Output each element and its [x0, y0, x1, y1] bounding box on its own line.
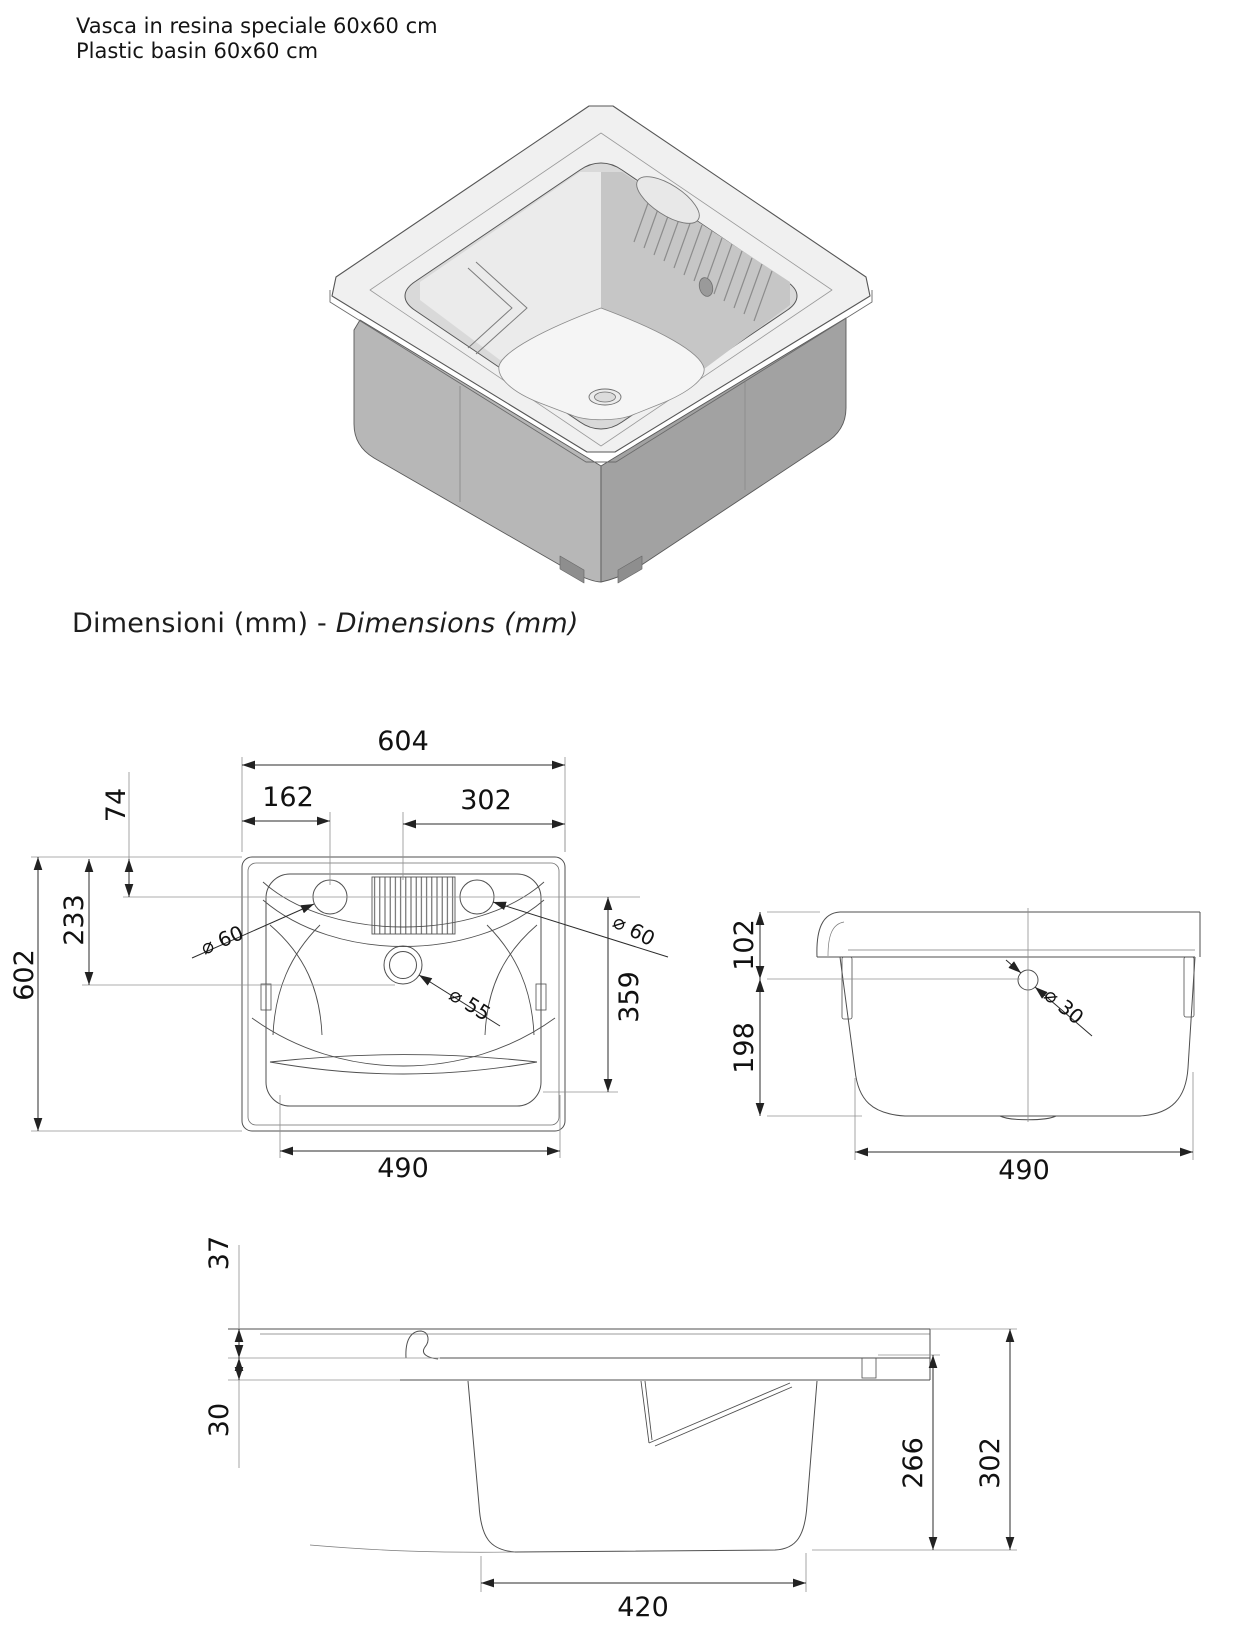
heading-italian: Dimensioni (mm) -: [72, 608, 336, 639]
plan-drain-inner: [390, 952, 417, 979]
front-dimension-lines: [239, 1329, 1010, 1583]
side-dim-102: 102: [729, 919, 760, 971]
title-english: Plastic basin 60x60 cm: [76, 39, 319, 63]
plan-dimension-labels: [9, 726, 659, 1184]
front-dim-30: 30: [204, 1402, 235, 1438]
front-lip-curl: [406, 1331, 438, 1359]
heading-english: Dimensions (mm): [335, 608, 579, 639]
side-tab-right: [1184, 957, 1194, 1017]
side-label-overflow: ⌀ 30: [1039, 982, 1089, 1030]
plan-label-drain: ⌀ 55: [445, 982, 495, 1026]
front-view: [204, 1236, 1017, 1623]
side-dimension-labels: [729, 919, 1089, 1186]
plan-label-hole-left: ⌀ 60: [197, 920, 247, 960]
plan-dim-604: 604: [377, 726, 429, 757]
front-dim-37: 37: [204, 1235, 235, 1271]
front-dim-302: 302: [975, 1437, 1006, 1489]
plan-view: [9, 726, 668, 1184]
front-tub-outline: [468, 1381, 817, 1552]
side-dim-490: 490: [998, 1155, 1050, 1186]
plan-dim-602: 602: [9, 949, 40, 1001]
isometric-view: [330, 106, 872, 583]
side-construction-lines: [767, 908, 1193, 1160]
front-dimension-labels: [204, 1236, 1006, 1623]
plan-dim-359: 359: [614, 971, 645, 1023]
plan-dim-74: 74: [101, 787, 132, 823]
side-dim-198: 198: [729, 1022, 760, 1074]
plan-label-hole-right: ⌀ 60: [609, 909, 659, 951]
plan-dim-162: 162: [262, 782, 314, 813]
front-dim-266: 266: [898, 1437, 929, 1489]
plan-dim-490: 490: [377, 1153, 429, 1184]
front-right-tab: [862, 1358, 876, 1378]
plan-washboard: [372, 877, 455, 934]
front-construction-lines: [228, 1245, 1017, 1592]
title-italian: Vasca in resina speciale 60x60 cm: [76, 14, 438, 38]
side-view: [729, 908, 1200, 1186]
front-overflow-channel: [641, 1381, 792, 1446]
plan-dim-302: 302: [460, 785, 512, 816]
drain-inner-3d: [595, 392, 616, 402]
plan-dimension-lines: [38, 765, 668, 1151]
plan-dim-233: 233: [59, 894, 90, 946]
side-tub-outline: [840, 957, 1195, 1116]
front-dim-420: 420: [617, 1592, 669, 1623]
